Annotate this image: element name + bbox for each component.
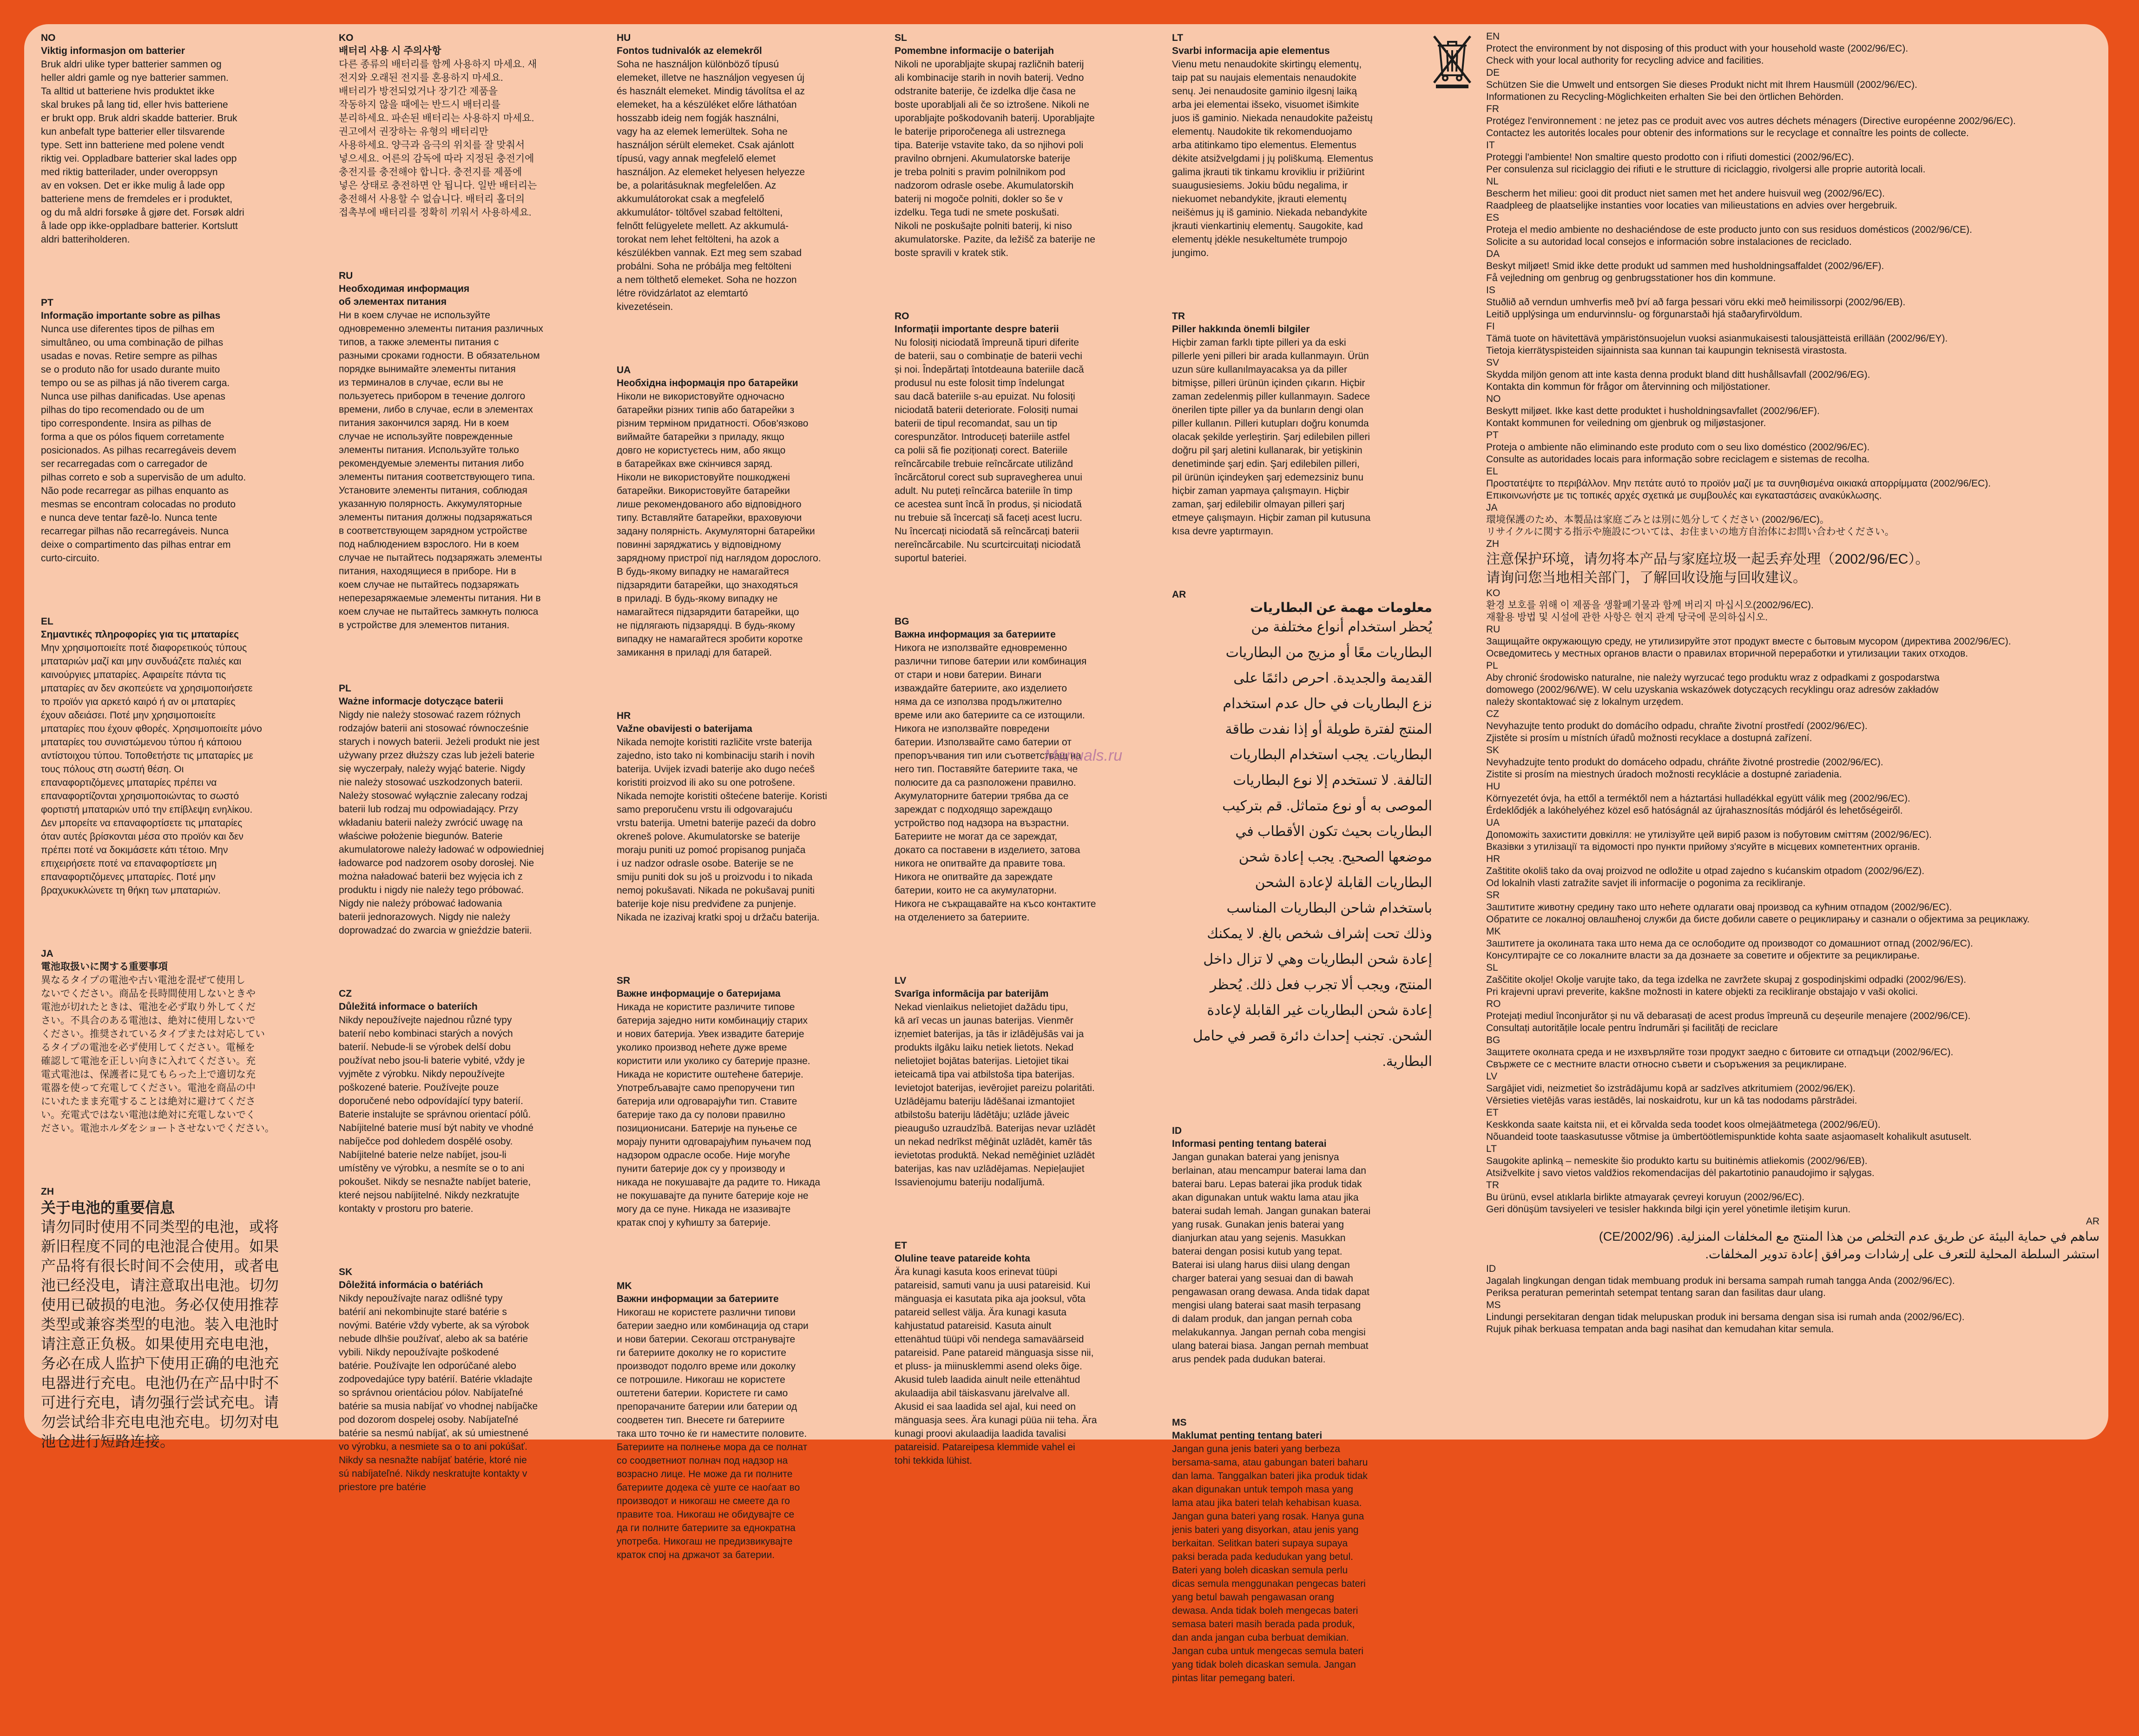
language-code: CZ xyxy=(1486,709,1499,719)
environment-statement-pl xyxy=(1486,660,2100,708)
battery-info-column xyxy=(1172,33,1432,1736)
section-title: Oluline teave patareide kohta xyxy=(895,1253,1030,1264)
section-body: Nu folosiți niciodată împreună tipuri diferite de baterii, sau o combinație de baterii vechi și noi. Îndepărtați întotdeauna bateriile dacă produsul nu este folosit timp îndelungat sau dacă bateriile s-au epuizat. Nu folosiți niciodată baterii deteriorate. Folosiți numai baterii de tipul recomandat, sau un tip corespunzător. Introduceți bateriile astfel ca polii să fie poziționați corect. Bateriile reîncărcabile trebuie reîncărcate utilizând încărcătorul corect sub supravegherea unui adult. Nu puteți reîncărca bateriile în timp ce acestea sunt încă în produs, și niciodată nu trebuie să încercați să faceți acest lucru. Nu încercați niciodată să reîncărcați baterii nereîncărcabile. Nu scurtcircuitați niciodată suportul bateriei. xyxy=(895,337,1084,564)
language-code: ZH xyxy=(41,1186,54,1197)
language-code: BG xyxy=(1486,1035,1501,1046)
section-title: Informații importante despre baterii xyxy=(895,324,1059,335)
language-code: RO xyxy=(895,311,909,322)
language-code: BG xyxy=(895,616,909,627)
statement-text: Keskkonda saate kaitsta nii, et ei kõrvalda seda toodet koos olmejäätmetega (2002/96/EÜ). Nõuandeid toote taaskasutusse võtmise ja ümbertöötlemispunktide kohta saate asjaomaselt kohalikult asutuselt. xyxy=(1486,1119,1972,1142)
language-code: ID xyxy=(1486,1263,1496,1274)
section-body: Ни в коем случае не используйте одновременно элементы питания различных типов, а также элементы питания с разными сроками годности. В обязательном порядке вынимайте элементы питания из терминалов в случае, если вы не пользуетесь прибором в течение долгого времени, либо в случае, если в элементах питания закончился заряд. Ни в коем случае не используйте поврежденные элементы питания. Используйте только рекомендуемые элементы питания либо элементы питания соответствующего типа. Установите элементы питания, соблюдая указанную полярность. Аккумуляторные элементы питания должны подзаряжаться в соответствующем зарядном устройстве под наблюдением взрослого. Ни в коем случае не пытайтесь подзаряжать элементы питания, находящиеся в приборе. Ни в коем случае не пытайтесь подзаряжать неперезаряжаемые элементы питания. Ни в коем случае не пытайтесь замкнуть полюса в устройстве для элементов питания. xyxy=(339,310,543,631)
statement-text: Zaštitite okoliš tako da ovaj proizvod ne odložite u otpad zajedno s kućanskim otpadom (2002/96/EZ). Od lokalnih vlasti zatražite savjet ili informacije o pogonima za recikliranje. xyxy=(1486,866,1925,888)
language-code: NO xyxy=(1486,394,1501,404)
statement-text: Proteggi l'ambiente! Non smaltire questo prodotto con i rifiuti domestici (2002/96/EC). Per consulenza sul riciclaggio dei rifiuti e le strutture di riciclaggio, rivolgersi alle proprie autorità locali. xyxy=(1486,152,1926,175)
statement-text: Beskyt miljøet! Smid ikke dette produkt ud sammen med husholdningsaffaldet (2002/96/EF). Få vejledning om genbrug og genbrugsstationer hos din kommune. xyxy=(1486,261,1884,283)
language-code: MK xyxy=(617,1281,632,1291)
battery-info-column xyxy=(617,33,877,1613)
environment-statement-ar xyxy=(1486,1216,2100,1263)
section-body: Ніколи не використовуйте одночасно батарейки різних типів або батарейки з різним терміном придатності. Обов'язково виймайте батарейки з приладу, якщо довго не користуєтесь ним, або якщо в батарейках вже скінчився заряд. Ніколи не використовуйте пошкоджені батарейки. Використовуйте батарейки лише рекомендованого або відповідного типу. Вставляйте батарейки, враховуючи задану полярність. Акумуляторні батарейки повинні заряджатись у відповідному зарядному пристрої під наглядом дорослого. В будь-якому випадку не намагайтеся підзарядити батарейки, що знаходяться в приладі. В будь-якому випадку не намагайтеся підзарядити батарейки, що не підлягають підзарядці. В будь-якому випадку не намагайтеся зробити коротке замикання в приладі для батарей. xyxy=(617,391,821,658)
section-body: Nikoli ne uporabljajte skupaj različnih baterij ali kombinacije starih in novih baterij. Vedno odstranite baterije, če izdelka dlje časa ne boste uporabljali ali če so iztrošene. Nikoli ne uporabljajte poškodovanih baterij. Uporabljajte le baterije priporočenega ali ustreznega tipa. Baterije vstavite tako, da so njihovi poli pravilno obrnjeni. Akumulatorske baterije je treba polniti s pravim polnilnikom pod nadzorom odrasle osebe. Akumulatorskih baterij ni mogoče polniti, dokler so še v izdelku. Tega tudi ne smete poskušati. Nikoli ne poskušajte polniti baterij, ki niso akumulatorske. Pazite, da ležišč za baterije ne boste spravili v kratek stik. xyxy=(895,59,1095,258)
language-code: HR xyxy=(617,710,631,721)
battery-info-section-cz xyxy=(339,988,599,1216)
section-body: Soha ne használjon különböző típusú elemeket, illetve ne használjon vegyesen új és használt elemeket. Mindig távolítsa el az elemeket, ha a készüléket előre láthatóan hosszabb ideig nem fogják használni, vagy ha az elemek lemerültek. Soha ne használjon sérült elemeket. Csak ajánlott típusú, vagy annak megfelelő elemet használjon. Az elemeket helyesen helyezze be, a polaritásuknak megfelelően. Az akkumulátorokat csak a megfelelő akkumulátor- töltővel szabad feltölteni, felnőtt felügyelete mellett. Az akkumulá- torokat nem lehet feltölteni, ha azok a készülékben vannak. Ezt meg sem szabad probálni. Soha ne próbálja meg feltölteni a nem tölthető elemeket. Soha ne hozzon létre rövidzárlatot az elemtartó kivezetésein. xyxy=(617,59,805,312)
statement-text: Proteja o ambiente não eliminando este produto com o seu lixo doméstico (2002/96/EC). Consulte as autoridades locais para informação sobre reciclagem e sistemas de recolha. xyxy=(1486,442,1870,465)
environment-statement-fr xyxy=(1486,103,2100,139)
language-code: ZH xyxy=(1486,539,1499,549)
section-title: Svarīga informācija par baterijām xyxy=(895,988,1049,999)
environment-statement-ua xyxy=(1486,817,2100,853)
language-code: SL xyxy=(895,33,907,43)
battery-info-section-ru xyxy=(339,270,599,632)
statement-text: Proteja el medio ambiente no deshaciéndose de este producto junto con sus residuos domésticos (2002/96/CE). Solicite a su autoridad local consejos e información sobre instalaciones de reciclado. xyxy=(1486,224,1972,247)
section-body: Jangan guna jenis bateri yang berbeza bersama-sama, atau gabungan bateri baharu dan lama. Tanggalkan bateri jika produk tidak akan digunakan untuk tempoh masa yang lama atau jika bateri telah kehabisan kuasa. Jangan guna bateri yang rosak. Hanya guna jenis bateri yang disyorkan, atau jenis yang berkaitan. Selitkan bateri supaya supaya paksi berada pada kedudukan yang betul. Bateri yang boleh dicaskan semula perlu dicas semula menggunakan pengecas bateri yang betul bawah pengawasan orang dewasa. Anda tidak boleh mengecas bateri semasa bateri masih berada pada produk, dan anda jangan cuba berbuat demikian. Jangan cuba untuk mengecas semula bateri yang tidak boleh dicaskan semula. Jangan pintas litar pemegang bateri. xyxy=(1172,1444,1368,1683)
section-body: 请勿同时使用不同类型的电池，或将 新旧程度不同的电池混合使用。如果 产品将有很长时间不会使用，或者电 池已经没电，请注意取出电池。切勿 使用已破损的电池。务必仅使用推荐 类型或兼容类型的电池。装入电池时 请注意正负极。如果使用充电电池， 务必在成人监护下使用正确的电池充 电器进行充电。电池仍在产品中时不 可进行充电，请勿强行尝试充电。请 勿尝试给非充电电池充电。切勿对电 池仓进行短路连接。 xyxy=(41,1218,279,1450)
statement-text: Защитете околната среда и не изхвърляйте този продукт заедно с битовите си отпадъци (2002/96/EC). Свържете се с местните власти относно съвети и съоръжения за рециклиране. xyxy=(1486,1047,1954,1070)
battery-info-column xyxy=(895,33,1155,1519)
battery-info-section-el xyxy=(41,616,301,897)
language-code: DA xyxy=(1486,249,1500,259)
language-code: MS xyxy=(1486,1300,1501,1310)
section-title: Pomembne informacije o baterijah xyxy=(895,46,1054,56)
environment-statement-et xyxy=(1486,1107,2100,1143)
statement-text: Protégez l'environnement : ne jetez pas ce produit avec vos autres déchets ménagers (Directive européenne 2002/96/EC). Contactez les autorités locales pour obtenir des informations sur le recyclage et connaître les points de collecte. xyxy=(1486,116,2016,138)
language-code: TR xyxy=(1172,311,1185,322)
section-title: Viktig informasjon om batterier xyxy=(41,46,185,56)
environment-statement-hu xyxy=(1486,781,2100,817)
section-title: Необхідна інформація про батарейки xyxy=(617,378,798,388)
section-title: Dôležitá informácia o batériách xyxy=(339,1280,483,1290)
section-title: Необходимая информация об элементах питания xyxy=(339,283,470,307)
statement-text: 환경 보호를 위해 이 제품을 생활폐기물과 함께 버리지 마십시오(2002/96/EC). 재활용 방법 및 시설에 관한 사항은 현지 관계 당국에 문의하십시오. xyxy=(1486,600,1814,623)
statement-text: Protejați mediul înconjurător și nu vă debarasați de acest produs împreună cu deșeurile menajere (2002/96/CE). Consultați autoritățile locale pentru îndrumări și facilități de reciclare xyxy=(1486,1011,1971,1033)
battery-info-section-ko xyxy=(339,33,599,219)
language-code: UA xyxy=(617,365,631,375)
environment-statement-ja xyxy=(1486,502,2100,538)
language-code: PL xyxy=(1486,660,1498,671)
language-code: LT xyxy=(1172,33,1184,43)
battery-info-section-hu xyxy=(617,33,877,314)
language-code: MS xyxy=(1172,1417,1187,1428)
section-body: Μην χρησιμοποιείτε ποτέ διαφορετικούς τύπους μπαταριών μαζί και μην συνδυάζετε παλιές και καινούργιες μπαταρίες. Αφαιρείτε πάντα τις μπαταρίες αν δεν σκοπεύετε να χρησιμοποιήσετε το προϊόν για αρκετό καιρό ή αν οι μπαταρίες έχουν αδειάσει. Ποτέ μην χρησιμοποιείτε μπαταρίες που έχουν φθορές. Χρησιμοποιείτε μόνο μπαταρίες του συνιστώμενου τύπου ή κάποιου αντίστοιχου τύπου. Τοποθετήστε τις μπαταρίες με τους πόλους στη σωστή θέση. Οι επαναφορτιζόμενες μπαταρίες πρέπει να επαναφορτίζονται χρησιμοποιώντας το σωστό φορτιστή μπαταριών υπό την επίβλεψη ενηλίκου. Δεν μπορείτε να επαναφορτίσετε τις μπαταρίες όταν αυτές βρίσκονται μέσα στο προϊόν και δεν πρέπει ποτέ να δοκιμάσετε κάτι τέτοιο. Μην επιχειρήσετε ποτέ να επαναφορτίσετε μη επαναφορτιζόμενες μπαταρίες. Ποτέ μην βραχυκυκλώνετε τη θήκη των μπαταριών. xyxy=(41,643,262,896)
language-code: JA xyxy=(1486,502,1498,513)
environment-statement-sk xyxy=(1486,744,2100,781)
environment-statement-id xyxy=(1486,1263,2100,1299)
section-title: Důležitá informace o bateriích xyxy=(339,1001,478,1012)
statement-text: Допоможіть захистити довкілля: не утилізуйте цей виріб разом із побутовим сміттям (2002/96/EC). Вказівки з утилізації та відомості про пункти прийому з'ясуйте в місцевих компетентних органів. xyxy=(1486,829,1932,852)
section-body: Nigdy nie należy stosować razem różnych rodzajów baterii ani stosować równocześnie starych i nowych baterii. Jeżeli produkt nie jest używany przez dłuższy czas lub jeżeli baterie się wyczerpały, należy wyjąć baterie. Nigdy nie należy stosować uszkodzonych baterii. Należy stosować wyłącznie zalecany rodzaj baterii lub rodzaj mu odpowiadający. Przy wkładaniu baterii należy zwrócić uwagę na właściwe położenie biegunów. Baterie akumulatorowe należy ładować w odpowiedniej ładowarce pod nadzorem osoby dorosłej. Nie można naładować baterii bez wyjęcia ich z produktu i nigdy nie należy tego próbować. Nigdy nie należy próbować ładowania baterii jednorazowych. Nigdy nie należy doprowadzać do zwarcia w gnieździe baterii. xyxy=(339,710,544,936)
section-title: Informação importante sobre as pilhas xyxy=(41,310,221,321)
language-code: RU xyxy=(339,270,353,281)
environment-statement-ko xyxy=(1486,587,2100,624)
battery-info-section-mk xyxy=(617,1281,877,1562)
section-title: Σημαντικές πληροφορίες για τις μπαταρίες xyxy=(41,629,239,640)
language-code: SR xyxy=(617,975,631,986)
language-code: FI xyxy=(1486,321,1495,332)
section-title: Fontos tudnivalók az elemekről xyxy=(617,46,762,56)
environment-statement-sr xyxy=(1486,889,2100,926)
section-title: 電池取扱いに関する重要事項 xyxy=(41,961,168,972)
environment-statement-fi xyxy=(1486,321,2100,357)
environment-statement-el xyxy=(1486,466,2100,502)
environment-statement-lv xyxy=(1486,1071,2100,1107)
language-code: HU xyxy=(617,33,631,43)
language-code: AR xyxy=(2086,1216,2100,1227)
section-body: Nikdy nepoužívajte naraz odlišné typy batérií ani nekombinujte staré batérie s novými. Batérie vždy vyberte, ak sa výrobok nebude dlhšie používať, alebo ak sa batérie vybili. Nikdy nepoužívajte poškodené batérie. Používajte len odporúčané alebo zodpovedajúce typy batérií. Batérie vkladajte so správnou orientáciou pólov. Nabíjateľné batérie sa musia nabíjať vo vhodnej nabíjačke pod dozorom dospelej osoby. Nabíjateľné batérie sa nesmú nabíjať, ak sú umiestnené vo výrobku, a nesmiete sa o to ani pokúšať. Nikdy sa nesnažte nabíjať batérie, ktoré nie sú nabíjateľné. Nikdy neskratujte kontakty v priestore pre batérie xyxy=(339,1293,538,1493)
environment-statement-ro xyxy=(1486,998,2100,1034)
section-body: Ära kunagi kasuta koos erinevat tüüpi patareisid, samuti vanu ja uusi patareisid. Kui mänguasja ei kasutata pika aja jooksul, võta patareid sellest välja. Ära kunagi kasuta kahjustatud patareisid. Kasuta ainult ettenähtud tüüpi või nendega samaväärseid patareisid. Pane patareid mänguasja sisse nii, et pluss- ja miinusklemmi asend oleks õige. Akusid tuleb laadida ainult neile ettenähtud akulaadija abil täiskasvanu järelvalve all. Akusid ei saa laadida sel ajal, kui need on mänguasja sees. Ära kunagi püüa nii teha. Ära kunagi proovi akulaadija laadida tavalisi patareisid. Patareipesa klemmide vahel ei tohi tekkida lühist. xyxy=(895,1267,1097,1466)
statement-text: Zaščitite okolje! Okolje varujte tako, da tega izdelka ne zavržete skupaj z gospodinjskimi odpadki (2002/96/ES). Pri krajevni upravi preverite, kakšne možnosti in katere objekti za recikliranje obstajajo v vaši okolici. xyxy=(1486,974,1967,997)
section-body: Hiçbir zaman farklı tipte pilleri ya da eski pillerle yeni pilleri bir arada kullanmayın. Ürün uzun süre kullanılmayacaksa ya da piller bitmişse, pilleri ürünün içinden çıkarın. Hiçbir zaman zedelenmiş piller kullanmayın. Sadece önerilen tipte piller ya da bunların dengi olan piller kullanın. Pilleri kutupları doğru konumda olacak şekilde yerleştirin. Şarj edilebilen pilleri doğru pil şarj aletini kullanarak, bir yetişkinin denetiminde şarj edin. Şarj edilebilen pilleri, pil ürünün içindeyken şarj edemezsiniz bunu hiçbir zaman yapmaya çalışmayın. Hiçbir zaman, şarj edilebilir olmayan pilleri şarj etmeye çalışmayın. Hiçbir zaman pil kutusuna kısa devre yaptırmayın. xyxy=(1172,337,1371,537)
environment-section xyxy=(1486,31,2100,1335)
section-body: Bruk aldri ulike typer batterier sammen og heller aldri gamle og nye batterier sammen. Ta alltid ut batteriene hvis produktet ikke skal brukes på lang tid, eller hvis batteriene er brukt opp. Bruk aldri skadde batterier. Bruk kun anbefalt type batterier eller tilsvarende type. Sett inn batteriene med polene vendt riktig vei. Oppladbare batterier skal lades opp med riktig batterilader, under overoppsyn av en voksen. Det er ikke mulig å lade opp batteriene mens de fremdeles er i produktet, og du må aldri forsøke å gjøre det. Forsøk aldri å lade opp ikke-oppladbare batterier. Kortslutt aldri batteriholderen. xyxy=(41,59,244,245)
battery-info-section-ro xyxy=(895,311,1155,565)
statement-text: Tämä tuote on hävitettävä ympäristönsuojelun vuoksi asianmukaisesti talousjätteistä erillään (2002/96/EY). Tietoja kierrätyspisteiden sijainnista saa kunnan tai kaupungin teknisestä virastosta. xyxy=(1486,333,1948,356)
statement-text: 環境保護のため、本製品は家庭ごみとは別に処分してください (2002/96/EC)。 リサイクルに関する指示や施設については、お住まいの地方自治体にお問い合わせください。 xyxy=(1486,514,1895,537)
language-code: RO xyxy=(1486,999,1501,1009)
environment-statement-it xyxy=(1486,139,2100,176)
environment-statement-zh xyxy=(1486,538,2100,587)
statement-text: Beskytt miljøet. Ikke kast dette produktet i husholdningsavfallet (2002/96/EF). Kontakt kommunen for veiledning om gjenbruk og miljøstasjoner. xyxy=(1486,406,1820,428)
battery-info-section-pt xyxy=(41,297,301,565)
environment-statement-de xyxy=(1486,67,2100,103)
language-code: PT xyxy=(41,297,53,308)
battery-info-section-ua xyxy=(617,365,877,659)
section-body: Никада не користите различите типове батерија заједно нити комбинацију старих и нових батерија. Увек извадите батерије уколико производ нећете дуже време користити или уколико су батерије празне. Никада не користите оштећене батерије. Употребљавајте само препоручени тип батерија или одговарајући тип. Ставите батерије тако да су полови правилно позиционисани. Батерије на пуњење се морају пунити одговарајућим пуњачем под надзором одрасле особе. Није могуће пунити батерије док су у производу и никада не покушавајте да радите то. Никада не покушавајте да пуните батерије које не могу да се пуне. Никада не изазивајте кратак спој у кућишту за батерије. xyxy=(617,1002,821,1228)
battery-info-section-ms xyxy=(1172,1417,1432,1685)
language-code: ES xyxy=(1486,212,1500,223)
language-code: PT xyxy=(1486,430,1499,441)
language-code: NL xyxy=(1486,176,1499,187)
environment-statement-sv xyxy=(1486,357,2100,393)
statement-text: Nevyhadzujte tento produkt do domáceho odpadu, chráňte životné prostredie (2002/96/EC). Zistite si prosím na miestnych úradoch možnosti recyklácie a dostupné zariadenia. xyxy=(1486,757,1883,780)
statement-text: Bu ürünü, evsel atıklarla birlikte atmayarak çevreyi koruyun (2002/96/EC). Geri dönüşüm tavsiyeleri ve tesisler hakkında bilgi için yerel yönetimle iletişim kurun. xyxy=(1486,1192,1851,1215)
section-body: Nikada nemojte koristiti različite vrste baterija zajedno, isto tako ni kombinaciju starih i novih baterija. Uvijek izvadi baterije ako dugo nećeš koristiti proizvod ili ako su one potrošene. Nikada nemojte koristiti oštećene baterije. Koristi samo preporučenu vrstu ili odgovarajuću vrstu baterija. Umetni baterije pazeći da dobro okreneš polove. Akumulatorske se baterije moraju puniti uz pomoć propisanog punjača i uz nadzor odrasle osobe. Baterije se ne smiju puniti dok su još u proizvodu i to nikada nemoj pokušavati. Nikada ne pokušavaj puniti baterije koje nisu predviđene za punjenje. Nikada ne izazivaj kratki spoj u držaču baterija. xyxy=(617,737,827,923)
language-code: ID xyxy=(1172,1125,1182,1136)
language-code: EL xyxy=(1486,466,1498,477)
language-code: SK xyxy=(1486,745,1500,756)
language-code: AR xyxy=(1172,589,1186,600)
battery-info-column xyxy=(339,33,599,1545)
battery-info-section-sk xyxy=(339,1267,599,1494)
language-code: HU xyxy=(1486,781,1501,792)
language-code: KO xyxy=(1486,588,1501,598)
battery-info-section-ja xyxy=(41,948,301,1135)
language-code: FR xyxy=(1486,104,1499,114)
environment-statement-is xyxy=(1486,284,2100,321)
environment-statement-en xyxy=(1486,31,2100,67)
language-code: KO xyxy=(339,33,354,43)
battery-info-section-bg xyxy=(895,616,1155,924)
environment-statement-no xyxy=(1486,393,2100,429)
section-title: Važne obavijesti o baterijama xyxy=(617,723,752,734)
section-body: 다른 종류의 배터리를 함께 사용하지 마세요. 새 전지와 오래된 전지를 혼용하지 마세요. 배터리가 방전되었거나 장기간 제품을 작동하지 않을 때에는 반드시 배터리를 분리하세요. 파손된 배터리는 사용하지 마세요. 권고에서 권장하는 유형의 배터리만 사용하세요. 양극과 음극의 위치를 잘 맞춰서 넣으세요. 어른의 감독에 따라 지정된 충전기에 충전지를 충전해야 합니다. 충전지를 제품에 넣은 상태로 충전하면 안 됩니다. 일반 배터리는 충전해서 사용할 수 없습니다. 배터리 홀더의 접촉부에 배터리를 정확히 끼워서 사용하세요. xyxy=(339,59,537,218)
language-code: EN xyxy=(1486,31,1500,42)
statement-text: Nevyhazujte tento produkt do domácího odpadu, chraňte životní prostředí (2002/96/EC). Zjistěte si prosím u místních úřadů možnosti recyklace a dostupná zařízení. xyxy=(1486,721,1868,743)
battery-info-section-lv xyxy=(895,975,1155,1189)
environment-statement-lt xyxy=(1486,1143,2100,1179)
battery-info-section-hr xyxy=(617,710,877,924)
battery-info-section-id xyxy=(1172,1125,1432,1366)
section-title: Важне информације о батеријама xyxy=(617,988,781,999)
instruction-sheet xyxy=(24,24,2108,1683)
statement-text: Заштитете ја околината така што нема да се ослободите од производот со домашниот отпад (2002/96/EC). Консултирајте се со локалните власти за да дознаете за советите и објектите за рециклирање. xyxy=(1486,938,1973,961)
statement-text: Lindungi persekitaran dengan tidak melupuskan produk ini bersama dengan sisa isi rumah anda (2002/96/EC). Rujuk pihak berkuasa tempatan anda bagi nasihat dan kemudahan kitar semula. xyxy=(1486,1312,1965,1335)
section-body: Nikdy nepoužívejte najednou různé typy baterií nebo kombinaci starých a nových baterií. Nebude-li se výrobek delší dobu používat nebo jsou-li baterie vybité, vždy je vyjměte z výrobku. Nikdy nepoužívejte poškozené baterie. Používejte pouze doporučené nebo odpovídající typy baterií. Baterie instalujte se správnou orientací pólů. Nabíjitelné baterie musí být nabity ve vhodné nabíječce pod dohledem dospělé osoby. Nabíjitelné baterie nelze nabíjet, jsou-li umístěny ve výrobku, a nesmíte se o to ani pokoušet. Nikdy se nesnažte nabíjet baterie, které nejsou nabíjitelné. Nikdy nezkratujte kontakty v prostoru pro baterie. xyxy=(339,1015,534,1214)
environment-statement-hr xyxy=(1486,853,2100,889)
language-code: TR xyxy=(1486,1180,1499,1190)
section-body: Никогаш не користете различни типови батерии заедно или комбинација од стари и нови батерии. Секогаш отстранувајте ги батериите доколку не го користите производот подолго време или доколку се потрошиле. Никогаш не користете оштетени батерии. Користете ги само препорачаните батерии или батерии од соодветен тип. Внесете ги батериите така што точно ќе ги наместите половите. Батериите на полнење мора да се полнат со соодветниот полнач под надзор на возрасно лице. Не може да ги полните батериите додека сè уште се наоѓаат во производот и никогаш не смеете да го правите тоа. Никогаш не обидувајте се да ги полните батериите за еднократна употреба. Никогаш не предизвикувајте краток спој на држачот за батерии. xyxy=(617,1307,809,1560)
section-title: Maklumat penting tentang bateri xyxy=(1172,1430,1323,1441)
language-code: LT xyxy=(1486,1144,1497,1154)
language-code: PL xyxy=(339,683,351,694)
language-code: SV xyxy=(1486,357,1500,368)
battery-info-section-lt xyxy=(1172,33,1432,260)
section-body: Никога не използвайте едновременно различни типове батерии или комбинация от стари и нови батерии. Винаги изваждайте батериите, ако изделието няма да се използва продължително време или ако батериите са се изтощили. Никога не използвайте повредени батерии. Използвайте само батерии от препоръчвания тип или съответстващ на него тип. Поставяйте батериите така, че полюсите да са разположени правилно. Акумулаторните батерии трябва да се зареждат с подходящо зареждащо устройство под надзора на възрастни. Батериите не могат да се зареждат, докато са поставени в изделието, затова никога не опитвайте да правите това. Никога не опитвайте да зареждате батерии, които не са акумулаторни. Никога не съкращавайте на късо контактите на отделението за батериите. xyxy=(895,643,1096,923)
statement-text: Stuðlið að verndun umhverfis með því að farga þessari vöru ekki með heimilissorpi (2002/96/EB). Leitið upplýsinga um endurvinnslu- og förgunarstaði hjá staðaryfirvöldum. xyxy=(1486,297,1906,320)
statement-text: 注意保护环境，请勿将本产品与家庭垃圾一起丢弃处理（2002/96/EC）。 请询问您当地相关部门，了解回收设施与回收建议。 xyxy=(1486,552,1929,585)
language-code: SR xyxy=(1486,890,1500,901)
language-code: NO xyxy=(41,33,56,43)
section-title: Важна информация за батериите xyxy=(895,629,1056,640)
environment-statement-cz xyxy=(1486,708,2100,744)
language-code: ET xyxy=(895,1240,907,1251)
environment-statement-es xyxy=(1486,212,2100,248)
crossed-out-bin-icon xyxy=(1431,33,1473,88)
language-code: LV xyxy=(895,975,907,986)
section-title: 배터리 사용 시 주의사항 xyxy=(339,46,441,56)
section-body: Vienu metu nenaudokite skirtingų elementų, taip pat su naujais elementais nenaudokite senų. Jei nenaudosite gaminio ilgesnį laiką arba jei elementai išseko, visuomet išimkite juos iš gaminio. Niekada nenaudokite pažeistų elementų. Naudokite tik rekomenduojamo arba atitinkamo tipo elementus. Elementus dėkite atsižvelgdami į jų poliškumą. Elementus galima įkrauti tik tinkamu krovikliu ir prižiūrint suaugusiesiems. Jokiu būdu negalima, ir niekuomet nebandykite, įkrauti elementų neišėmus jų iš gaminio. Niekada nebandykite įkrauti vienkartinių elementų. Saugokite, kad elementų įdėkle nesukeltumėte trumpojo jungimo. xyxy=(1172,59,1374,258)
statement-text: Aby chronić środowisko naturalne, nie należy wyrzucać tego produktu wraz z odpadkami z gospodarstwa domowego (2002/96/WE). W celu uzyskania wskazówek dotyczących recyklingu oraz adresów zakładów należy skontaktować się z lokalnym urzędem. xyxy=(1486,672,1940,707)
statement-text: Saugokite aplinką – nemeskite šio produkto kartu su buitinėmis atliekomis (2002/96/EB). Atsižvelkite į savo vietos valdžios rekomendacijas dėl pakartotinio panaudojimo ir sąlygas. xyxy=(1486,1156,1875,1178)
statement-text: Környezetét óvja, ha ettől a terméktől nem a háztartási hulladékkal együtt válik meg (2002/96/EC). Érdeklődjék a lakóhelyéhez közel eső hatóságnál az újrahasznosítás módjáról és lehetőségeiről. xyxy=(1486,793,1910,816)
language-code: LV xyxy=(1486,1071,1498,1082)
section-title: معلومات مهمة عن البطاريات xyxy=(1250,600,1432,615)
battery-info-section-sr xyxy=(617,975,877,1230)
language-code: DE xyxy=(1486,67,1500,78)
statement-text: Защищайте окружающую среду, не утилизируйте этот продукт вместе с бытовым мусором (директива 2002/96/EC). Осведомитесь у местных органов власти о правилах вторичной переработки и утилизации таких отходов. xyxy=(1486,636,2011,659)
language-code: SL xyxy=(1486,962,1498,973)
language-code: HR xyxy=(1486,854,1501,864)
environment-statement-bg xyxy=(1486,1034,2100,1071)
section-title: Informasi penting tentang baterai xyxy=(1172,1138,1327,1149)
environment-statement-nl xyxy=(1486,176,2100,212)
section-title: 关于电池的重要信息 xyxy=(41,1199,175,1216)
statement-text: Προστατέψτε το περιβάλλον. Μην πετάτε αυτό το προϊόν μαζί με τα συνηθισμένα οικιακά απορρίμματα (2002/96/EC). Επικοινωνήστε με τις τοπικές αρχές σχετικά με συμβουλές και εγκαταστάσεις ανακύκλωσης. xyxy=(1486,478,1991,501)
language-code: CZ xyxy=(339,988,352,999)
language-code: EL xyxy=(41,616,53,627)
environment-statement-mk xyxy=(1486,926,2100,962)
battery-info-column xyxy=(41,33,301,1502)
environment-statement-ru xyxy=(1486,624,2100,660)
battery-info-section-sl xyxy=(895,33,1155,260)
section-title: Важни информации за батериите xyxy=(617,1294,779,1304)
section-title: Ważne informacje dotyczące baterii xyxy=(339,696,503,707)
statement-text: Skydda miljön genom att inte kasta denna produkt bland ditt hushållsavfall (2002/96/EG). Kontakta din kommun för frågor om återvinning och miljöstationer. xyxy=(1486,369,1870,392)
statement-text: Protect the environment by not disposing of this product with your household waste (2002/96/EC). Check with your local authority for recycling advice and facilities. xyxy=(1486,43,1909,66)
section-title: Piller hakkında önemli bilgiler xyxy=(1172,324,1310,335)
statement-text: Sargājiet vidi, neizmetiet šo izstrādājumu kopā ar sadzīves atkritumiem (2002/96/EK). Vērsieties vietējās varas iestādēs, lai noskaidrotu, kur un kā tas nododams pārstrādei. xyxy=(1486,1083,1857,1106)
environment-statement-sl xyxy=(1486,962,2100,998)
language-code: UA xyxy=(1486,817,1500,828)
section-body: 異なるタイプの電池や古い電池を混ぜて使用し ないでください。商品を長時間使用しないときや 電池が切れたときは、電池を必ず取り外してくだ さい。不具合のある電池は、絶対に使用しないで ください。推奨されているタイプまたは対応してい るタイプの電池を必ず使用してください。電極を 確認して電池を正しい向きに入れてください。充 電式電池は、保護者に見てもらった上で適切な充 電器を使って充電してください。電池を商品の中 にいれたまま充電することは絶対に避けてくださ い。充電式ではない電池は絶対に充電しないでく ださい。電池ホルダをショートさせないでください。 xyxy=(41,975,275,1134)
language-code: JA xyxy=(41,948,53,959)
section-body: Nunca use diferentes tipos de pilhas em simultâneo, ou uma combinação de pilhas usadas e novas. Retire sempre as pilhas se o produto não for usado durante muito tempo ou se as pilhas já não tiverem carga. Nunca use pilhas danificadas. Use apenas pilhas do tipo recomendado ou de um tipo correspondente. Insira as pilhas de forma a que os pólos fiquem corretamente posicionados. As pilhas recarregáveis devem ser recarregadas com o carregador de pilhas correto e sob a supervisão de um adulto. Não pode recarregar as pilhas enquanto as mesmas se encontram colocadas no produto e nunca deve tentar fazê-lo. Nunca tente recarregar pilhas não recarregáveis. Nunca deixe o compartimento das pilhas entrar em curto-circuito. xyxy=(41,324,246,564)
battery-info-section-pl xyxy=(339,683,599,937)
section-body: Nekad vienlaikus nelietojiet dažādu tipu, kā arī vecas un jaunas baterijas. Vienmēr izņemiet baterijas, ja tās ir izlādējušās vai ja produkts ilgāku laiku netiek lietots. Nekad nelietojiet bojātas baterijas. Lietojiet tikai ieteicamā tipa vai atbilstoša tipa baterijas. Ievietojot baterijas, ievērojiet pareizu polaritāti. Uzlādējamu bateriju lādēšanai izmantojiet atbilstošu bateriju lādētāju; uzlāde jāveic pieaugušo uzraudzībā. Baterijas nevar uzlādēt un nekad nedrīkst mēģināt uzlādēt, kamēr tās ievietotas produktā. Nekad nemēģiniet uzlādēt baterijas, kas nav uzlādējamas. Nepieļaujiet Issavienojumu bateriju nodalījumā. xyxy=(895,1002,1095,1188)
battery-info-section-et xyxy=(895,1240,1155,1467)
statement-text: Bescherm het milieu: gooi dit product niet samen met het andere huisvuil weg (2002/96/EC). Raadpleeg de plaatselijke instanties voor locaties van milieustations en advies over hergebruik. xyxy=(1486,188,1897,211)
battery-info-section-zh xyxy=(41,1186,301,1451)
environment-statement-ms xyxy=(1486,1299,2100,1335)
statement-text: Заштитите животну средину тако што нећете одлагати овај производ са кућним отпадом (2002/96/EC). Обратите се локалној овлашћеној служби да бисте добили савете о рециклирању и сазнали о објектима за рециклажу. xyxy=(1486,902,2030,925)
watermark: Manuals.ru xyxy=(1044,747,1123,764)
statement-text: Schützen Sie die Umwelt und entsorgen Sie dieses Produkt nicht mit Ihrem Hausmüll (2002/96/EC). Informationen zu Recycling-Möglichkeiten erhalten Sie bei den örtlichen Behörden. xyxy=(1486,79,1917,102)
statement-text: Jagalah lingkungan dengan tidak membuang produk ini bersama sampah rumah tangga Anda (2002/96/EC). Periksa peraturan pemerintah setempat tentang saran dan fasilitas daur ulang. xyxy=(1486,1276,1955,1298)
environment-statement-da xyxy=(1486,248,2100,284)
language-code: IT xyxy=(1486,140,1495,151)
language-code: MK xyxy=(1486,926,1501,937)
language-code: IS xyxy=(1486,285,1495,296)
environment-statement-tr xyxy=(1486,1179,2100,1216)
section-body: Jangan gunakan baterai yang jenisnya berlainan, atau mencampur baterai lama dan baterai baru. Lepas baterai jika produk tidak akan digunakan untuk waktu lama atau jika baterai sudah lemah. Jangan gunakan baterai yang rusak. Gunakan jenis baterai yang dianjurkan atau yang sejenis. Masukkan baterai dengan posisi kutub yang tepat. Baterai isi ulang harus diisi ulang dengan charger baterai yang sesuai dan di bawah pengawasan orang dewasa. Anda tidak dapat mengisi ulang baterai saat masih terpasang di dalam produk, dan jangan pernah coba melakukannya. Jangan pernah coba mengisi ulang baterai biasa. Jangan pernah membuat arus pendek pada dudukan baterai. xyxy=(1172,1152,1371,1365)
section-title: Svarbi informacija apie elementus xyxy=(1172,46,1330,56)
language-code: SK xyxy=(339,1267,353,1277)
battery-info-section-tr xyxy=(1172,311,1432,538)
battery-info-section-no xyxy=(41,33,301,246)
language-code: ET xyxy=(1486,1107,1499,1118)
battery-info-section-ar xyxy=(1172,589,1432,1074)
section-body: يُحظر استخدام أنواع مختلفة من البطاريات معًا أو مزيج من البطاريات القديمة والجديدة. احرص دائمًا على نزع البطاريات في حال عدم استخدام المنتج لفترة طويلة أو إذا نفدت طاقة البطاريات. يجب استخدام البطاريات التالفة. لا تستخدم إلا نوع البطاريات الموصى به أو نوع متماثل. قم بتركيب البطاريات بحيث تكون الأقطاب في موضعها الصحيح. يجب إعادة شحن البطاريات القابلة لإعادة الشحن باستخدام شاحن البطاريات المناسب وذلك تحت إشراف شخص بالغ. لا يمكنك إعادة شحن البطاريات وهي لا تزال داخل المنتج، ويجب ألا تجرب فعل ذلك. يُحظر إعادة شحن البطاريات غير القابلة لإعادة الشحن. تجنب إحداث دائرة قصر في حامل البطارية. xyxy=(1192,619,1432,1069)
statement-text: ساهم في حماية البيئة عن طريق عدم التخلص من هذا المنتج مع المخلفات المنزلية. (CE/2002/96) استشر السلطة المحلية للتعرف على إرشادات ومرافق إعادة تدوير المخلفات. xyxy=(1599,1230,2100,1261)
environment-statement-pt xyxy=(1486,429,2100,466)
language-code: RU xyxy=(1486,624,1501,635)
